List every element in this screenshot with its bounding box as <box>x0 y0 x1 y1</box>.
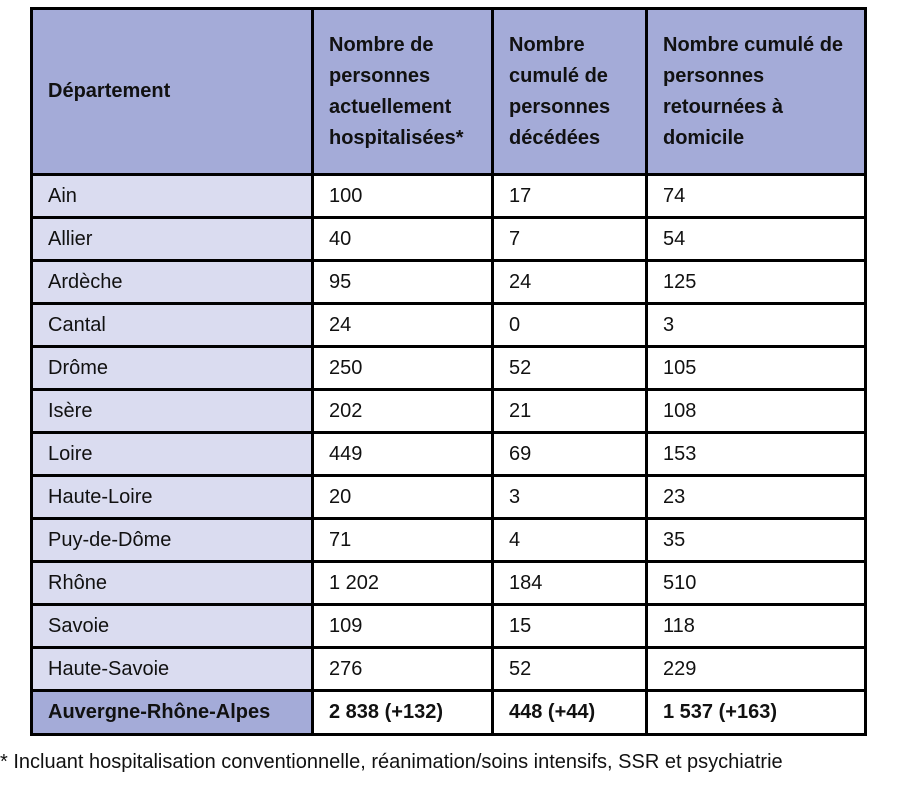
cell-decedees: 52 <box>493 648 647 691</box>
cell-hospitalisees: 71 <box>313 519 493 562</box>
table-row <box>32 562 866 605</box>
cell-retournees: 23 <box>647 476 866 519</box>
cell-retournees: 229 <box>647 648 866 691</box>
cell-retournees: 510 <box>647 562 866 605</box>
hospitalization-table <box>30 7 867 736</box>
cell-decedees: 7 <box>493 218 647 261</box>
cell-departement: Ardèche <box>32 261 313 304</box>
footnote: * Incluant hospitalisation conventionnelle, réanimation/soins intensifs, SSR et psychiatrie <box>0 751 783 773</box>
cell-departement: Loire <box>32 433 313 476</box>
cell-retournees: 105 <box>647 347 866 390</box>
table-row <box>32 175 866 218</box>
table-row <box>32 476 866 519</box>
cell-decedees: 184 <box>493 562 647 605</box>
cell-departement: Cantal <box>32 304 313 347</box>
cell-retournees: 125 <box>647 261 866 304</box>
cell-departement: Puy-de-Dôme <box>32 519 313 562</box>
cell-departement: Allier <box>32 218 313 261</box>
cell-hospitalisees: 250 <box>313 347 493 390</box>
cell-hospitalisees: 24 <box>313 304 493 347</box>
cell-decedees: 0 <box>493 304 647 347</box>
table-row <box>32 519 866 562</box>
cell-departement: Isère <box>32 390 313 433</box>
cell-hospitalisees: 276 <box>313 648 493 691</box>
cell-retournees: 74 <box>647 175 866 218</box>
table-row <box>32 605 866 648</box>
cell-departement: Haute-Loire <box>32 476 313 519</box>
header-decedees: Nombre cumulé de personnes décédées <box>493 9 647 175</box>
cell-retournees: 108 <box>647 390 866 433</box>
table-row <box>32 261 866 304</box>
cell-hospitalisees: 202 <box>313 390 493 433</box>
cell-retournees: 118 <box>647 605 866 648</box>
total-retournees: 1 537 (+163) <box>647 691 866 735</box>
cell-retournees: 54 <box>647 218 866 261</box>
cell-retournees: 153 <box>647 433 866 476</box>
cell-departement: Ain <box>32 175 313 218</box>
cell-decedees: 21 <box>493 390 647 433</box>
cell-hospitalisees: 100 <box>313 175 493 218</box>
cell-departement: Drôme <box>32 347 313 390</box>
total-decedees: 448 (+44) <box>493 691 647 735</box>
table-row <box>32 347 866 390</box>
cell-decedees: 4 <box>493 519 647 562</box>
cell-hospitalisees: 449 <box>313 433 493 476</box>
total-departement: Auvergne-Rhône-Alpes <box>32 691 313 735</box>
cell-hospitalisees: 40 <box>313 218 493 261</box>
cell-decedees: 3 <box>493 476 647 519</box>
table-total-row <box>32 691 866 735</box>
cell-hospitalisees: 1 202 <box>313 562 493 605</box>
cell-hospitalisees: 109 <box>313 605 493 648</box>
table-row <box>32 390 866 433</box>
cell-departement: Savoie <box>32 605 313 648</box>
header-retournees: Nombre cumulé de personnes retournées à domicile <box>647 9 866 175</box>
header-departement: Département <box>32 9 313 175</box>
cell-hospitalisees: 20 <box>313 476 493 519</box>
table-row <box>32 218 866 261</box>
cell-decedees: 69 <box>493 433 647 476</box>
cell-decedees: 15 <box>493 605 647 648</box>
header-hospitalisees: Nombre de personnes actuellement hospitalisées* <box>313 9 493 175</box>
table-row <box>32 433 866 476</box>
table-header-row <box>32 9 866 175</box>
table-row <box>32 304 866 347</box>
cell-decedees: 17 <box>493 175 647 218</box>
cell-retournees: 3 <box>647 304 866 347</box>
cell-decedees: 24 <box>493 261 647 304</box>
cell-departement: Haute-Savoie <box>32 648 313 691</box>
table-row <box>32 648 866 691</box>
cell-retournees: 35 <box>647 519 866 562</box>
total-hospitalisees: 2 838 (+132) <box>313 691 493 735</box>
cell-hospitalisees: 95 <box>313 261 493 304</box>
cell-decedees: 52 <box>493 347 647 390</box>
cell-departement: Rhône <box>32 562 313 605</box>
